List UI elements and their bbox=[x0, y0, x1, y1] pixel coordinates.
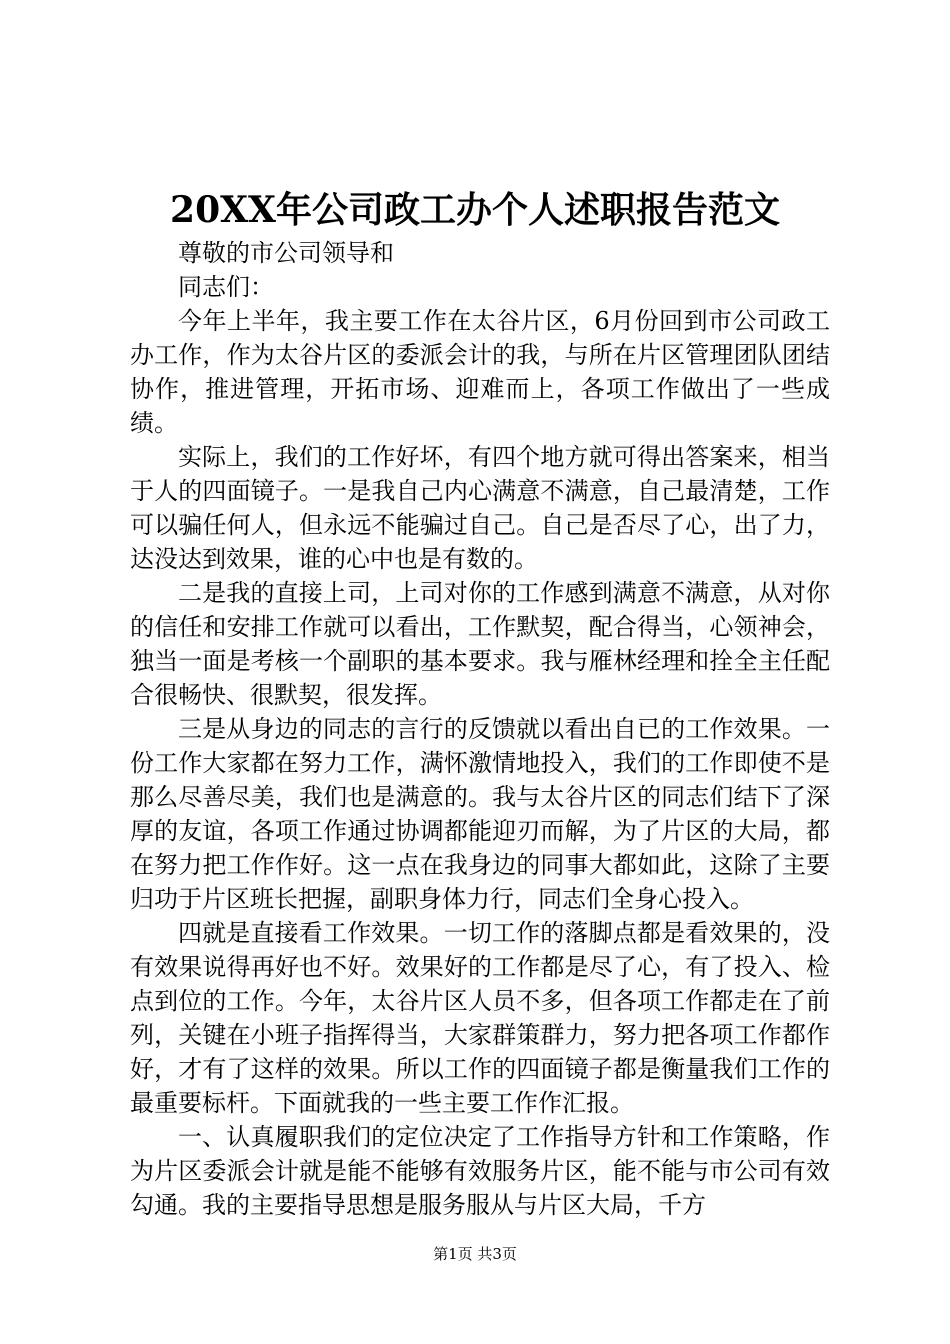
body-paragraph: 四就是直接看工作效果。一切工作的落脚点都是看效果的，没有效果说得再好也不好。效果好的工作都是尽了心，有了投入、检点到位的工作。今年，太谷片区人员不多，但各项工作都走在了前列，关键在小班子指挥得当，大家群策群力，努力把各项工作都作好，才有了这样的效果。所以工作的四面镜子都是衡量我们工作的最重要标杆。下面就我的一些主要工作作汇报。 bbox=[130, 919, 830, 1117]
body-paragraph: 实际上，我们的工作好坏，有四个地方就可得出答案来，相当于人的四面镜子。一是我自己内心满意不满意，自己最清楚，工作可以骗任何人，但永远不能骗过自己。自己是否尽了心，出了力，达没达到效果，谁的心中也是有数的。 bbox=[130, 443, 830, 573]
page-footer: 第1页 共3页 bbox=[433, 1245, 517, 1263]
salutation-line: 尊敬的市公司领导和 bbox=[178, 239, 394, 267]
document-title: 20XX年公司政工办个人述职报告范文 bbox=[170, 189, 780, 231]
salutation-line: 同志们： bbox=[178, 273, 274, 301]
body-paragraph: 二是我的直接上司，上司对你的工作感到满意不满意，从对你的信任和安排工作就可以看出，工作默契，配合得当，心领神会，独当一面是考核一个副职的基本要求。我与雁林经理和拴全主任配合很畅快、很默契，很发挥。 bbox=[130, 579, 830, 709]
document-body bbox=[130, 236, 830, 1222]
body-paragraph: 今年上半年，我主要工作在太谷片区，6月份回到市公司政工办工作，作为太谷片区的委派会计的我，与所在片区管理团队团结协作，推进管理，开拓市场、迎难而上，各项工作做出了一些成绩。 bbox=[130, 307, 830, 437]
body-paragraph: 一、认真履职我们的定位决定了工作指导方针和工作策略，作为片区委派会计就是能不能够有效服务片区，能不能与市公司有效勾通。我的主要指导思想是服务服从与片区大局，千方 bbox=[130, 1123, 830, 1219]
body-paragraph: 三是从身边的同志的言行的反馈就以看出自已的工作效果。一份工作大家都在努力工作，满怀激情地投入，我们的工作即使不是那么尽善尽美，我们也是满意的。我与太谷片区的同志们结下了深厚的友谊，各项工作通过协调都能迎刃而解，为了片区的大局，都在努力把工作作好。这一点在我身边的同事大都如此，这除了主要归功于片区班长把握，副职身体力行，同志们全身心投入。 bbox=[130, 715, 830, 913]
